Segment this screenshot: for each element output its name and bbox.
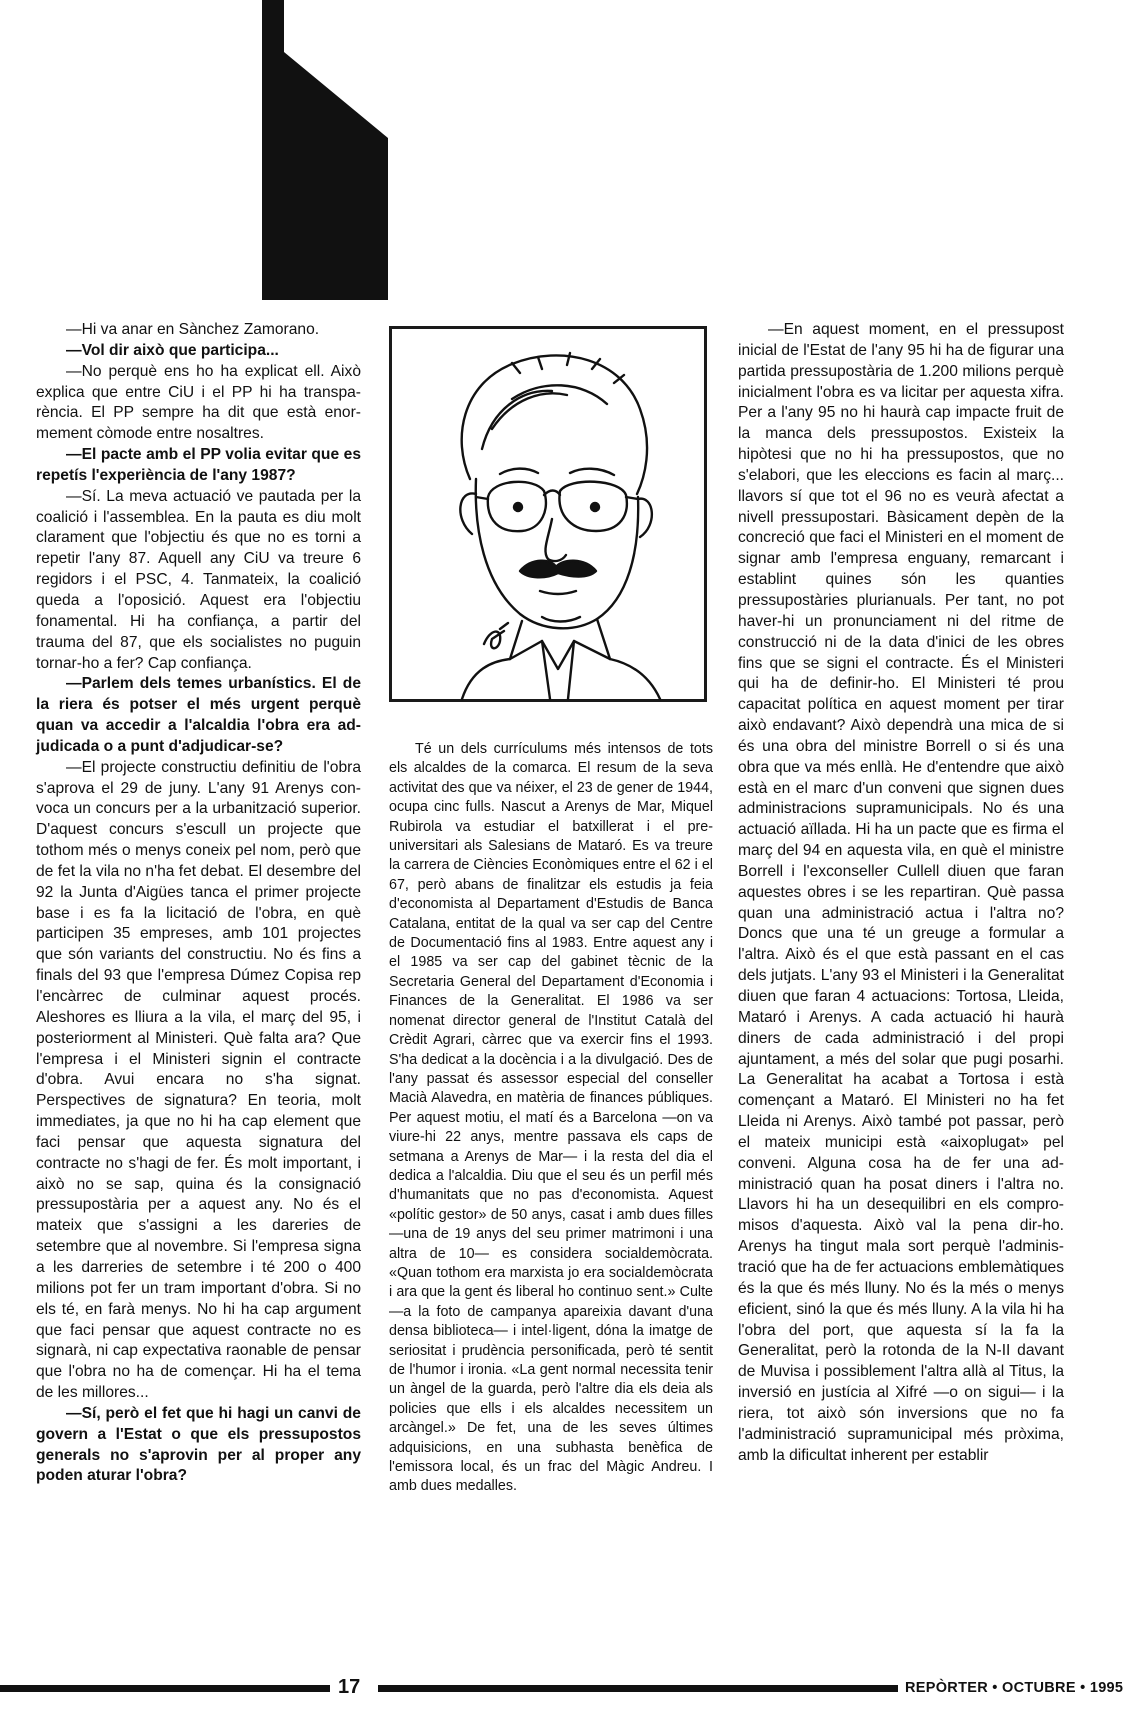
page-footer	[0, 1674, 1123, 1702]
biography-text: Té un dels currículums més intensos de tots els alcaldes de la comarca. El resum de la seva activitat des que va néixer, el 23 de gener de 1944, ocupa cinc fulls. Nascut a Arenys de Mar, Miquel Rubirola va estudiar el batxillerat i el pre-universitari als Salesians de Mataró. Es va treure la carrera de Ciències Econòmiques entre el 62 i el 67, però abans de finalitzar els estudis ja feia d'economista al Departament d'Estudis de Banca Catalana, entitat de la qual va ser cap del Centre de Documentació fins al 1983. Entre aquest any i el 1985 va ser cap del gabinet tècnic de la Secretaria General del Departament d'Economia i Finances de la Generalitat. El 1986 va ser nomenat director general de l'Institut Català del Crèdit Agrari, càrrec que va exercir fins el 1993. S'ha dedicat a la docència i a la divulgació. Des de l'any passat és assessor especial del conseller Macià Alavedra, en matèria de finances públiques. Per aquest motiu, el matí és a Barcelona —on va viure-hi 22 anys, mentre passava els caps de setmana a Arenys de Mar— i la resta del dia el dedica a l'alcaldia. Diu que el seu és un perfil més d'humanitats que no pas d'economista. Aquest «polític gestor» de 50 anys, casat i amb dues filles —una de 19 anys del seu primer matrimoni i una altra de 10— es considera socialdemòcrata. «Quan tothom era marxista jo era socialdemòcrata i ara que la gent és liberal ho continuo sent.» Culte —a la foto de campanya apareixia davant d'una densa biblioteca— i intel·ligent, dóna la imatge de seriositat i prudència personificada, però té sentit de l'humor i ironia. «La gent normal necessita tenir un àngel de la guarda, però l'altre dia els deia als policies que ells i els alcaldes necessitem un arcàngel.» De fet, una de les seves últimes adquisicions, en una subhasta benèfica de l'emissora local, és un frac del Màgic Andreu. I amb dues medalles.	[389, 741, 713, 1495]
answer-paragraph: —El projecte constructiu definitiu de l'obra s'aprova el 29 de juny. L'any 91 Arenys convoca un concurs per a la urbanització superior. D'aquest concurs s'escull un projecte que tothom més o menys coneix pel nom, però que de fet la vila no n'ha fet debat. El desembre del 92 la Junta d'Aigües tanca el primer projecte base i es fa la licitació de l'obra, en què participen 35 empreses, amb 101 projectes que són variants del constructiu. No és fins a finals del 93 que l'empresa Dúmez Copisa rep l'encàrrec de culminar aquest procés. Aleshores es lliura a la vila, el març del 95, i posteriorment al Ministeri. Què falta ara? Que l'empresa i el Ministeri signin el contracte d'obra. Avui encara no s'ha signat. Perspectives de signatura? En teoria, molt immediates, ja que no hi ha cap element que faci pensar que aquesta signatura del contracte no s'hagi de fer. És molt important, i això no se sap, quina és la consignació pressupostària per a aquest any. No és el mateix que s'assigni a les dareries de setembre que al novembre. Si l'empresa signa a les darreries de setembre i té 200 o 400 milions pot fer un tram important d'obra. Si no els té, en farà menys. No hi ha cap argument que faci pensar que aquest contracte no es signarà, ni cap expectativa raonable de pensar que l'obra no ha de començar. Hi ha el tema de les millores...	[36, 758, 361, 1402]
biography-sidebar	[389, 740, 713, 1497]
page-number: 17	[338, 1676, 361, 1698]
interview-column-right	[738, 320, 1064, 1466]
answer-paragraph: —Sí. La meva actuació ve pautada per la coalició i l'assemblea. En la pauta es diu molt clarament que l'objectiu és que no es torni a repetir l'any 87. Aquell any CiU va treure 6 regidors i el PSC, 4. Tanmateix, la coalició queda a l'oposició. Aquest era l'objectiu fonamental. Hi ha confiança, a partir del trauma del 87, que els socialistes no puguin tornar-ho a fer? Cap confiança.	[36, 487, 361, 672]
question-paragraph: —El pacte amb el PP volia evitar que es repetís l'experiència de l'any 1987?	[36, 446, 361, 484]
question-paragraph: —Sí, però el fet que hi hagi un canvi de govern a l'Estat o que els pressupostos generals no s'aprovin per al proper any poden aturar l'obra?	[36, 1404, 361, 1485]
answer-paragraph: —No perquè ens ho ha explicat ell. Això explica que entre CiU i el PP hi ha transparència. El PP sempre ha dit que està enormement còmode entre nosaltres.	[36, 362, 361, 443]
caricature-illustration	[389, 326, 707, 702]
footer-rule-left	[0, 1685, 330, 1692]
magazine-name-date: REPÒRTER • OCTUBRE • 1995	[905, 1680, 1123, 1696]
interview-column-left	[36, 320, 361, 1487]
caricature-drawing	[392, 329, 704, 699]
answer-paragraph: —Hi va anar en Sànchez Zamorano.	[66, 321, 320, 338]
decorative-initial-letter	[262, 0, 388, 300]
footer-rule-right	[378, 1685, 898, 1692]
question-paragraph: —Vol dir això que participa...	[66, 341, 279, 359]
question-paragraph: —Parlem dels temes urbanístics. El de la riera és potser el més urgent perquè quan va accedir a l'alcaldia l'obra era adjudicada o a punt d'adjudicar-se?	[36, 675, 361, 755]
answer-paragraph: —En aquest moment, en el pressupost inicial de l'Estat de l'any 95 hi ha de figurar una partida pressupostària de 1.200 milions perquè inicialment l'obra es va licitar per aquesta xifra. Per a l'any 95 no hi haurà cap impacte fruit de la manca dels pressupostos. Existeix la hipòtesi que no hi ha pressupostos, que no s'elabori, que les eleccions es facin al març... llavors sí que tot el 96 no es veurà afectat a nivell pressupostari. Bàsicament depèn de la concreció que faci el Ministeri en el moment de signar amb l'empresa enguany, remarcant i establint quines són les quanties pressupostàries plurianuals. Per tant, no pot haver-hi un pronunciament ni del ritme de construcció ni de la data d'inici de les obres fins que se signi el contracte. És el Ministeri qui ha de definir-ho. El Ministeri té prou capacitat política en aquest moment per tirar això endavant? Això dependrà una mica de si és una obra del ministre Borrell o si és una obra que va més enllà. He d'entendre que això està en el marc d'un conveni que signen dues administracions supramunicipals. No és una actuació aïllada. Hi ha un pacte que es firma el març del 94 en aquesta vila, en què el ministre Borrell i l'exconseller Cullell diuen que faran aquestes obres i se les repartiran. Què passa quan una administració actua i l'altra no? Doncs que una té un greuge a formular a l'altra. Això és el que està passant en el cas dels jutjats. L'any 93 el Ministeri i la Generalitat diuen que faran 4 actuacions: Tortosa, Lleida, Mataró i Arenys. A cada actuació hi haurà diners de cada administració i del propi ajuntament, a més del solar que pugi posarhi. La Generalitat ha acabat a Tortosa i està començant a Mataró. El Ministeri no ha fet Lleida ni Arenys. Això també pot passar, però el mateix municipi està «aixoplugat» pel conveni. Alguna cosa ha de fer una administració quan ha posat diners i l'altra no. Llavors hi ha un desequilibri en els compromisos d'aquesta. Això val la pena dir-ho. Arenys ha tingut mala sort perquè l'administració que ha de fer actuacions emblemàtiques és la que és més lluny. No és la més o menys eficient, sinó la que és més lluny. A la vila hi ha l'obra del port, que aquesta sí la fa la Generalitat, però la rotonda de la N-II davant de Muvisa i possiblement l'altra allà al Titus, la inversió en justícia al Xifré —o on sigui— i la riera, tot això són inversions que no fa l'administració supramunicipal més pròxima, amb la dificultat inherent per establir	[738, 321, 1064, 1464]
